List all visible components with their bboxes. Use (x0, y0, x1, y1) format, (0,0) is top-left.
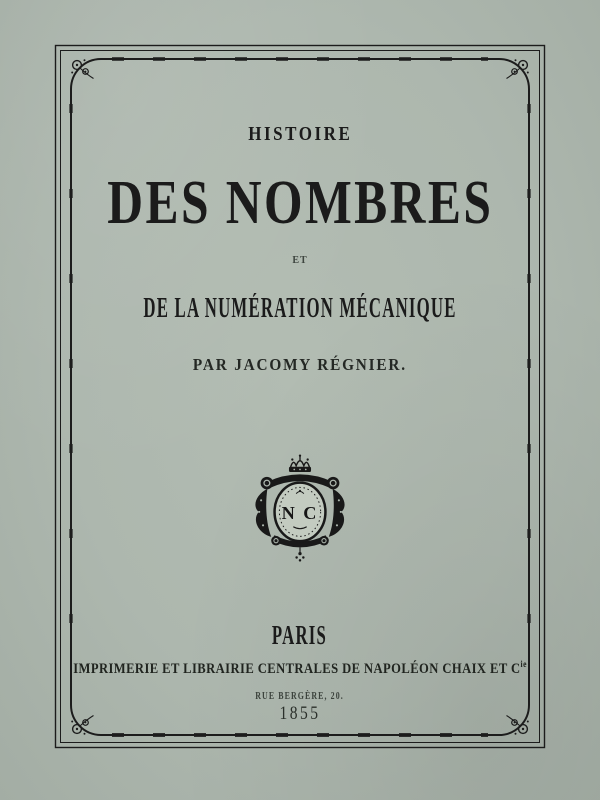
crown-icon (289, 454, 311, 472)
book-title-overline (0, 124, 600, 144)
address-text: RUE BERGÈRE, 20. (255, 690, 345, 702)
imprint-publisher (0, 660, 600, 677)
main-title-text: DES NOMBRES (106, 169, 494, 237)
imprint-year (0, 704, 600, 723)
imprint-city (0, 622, 600, 649)
monogram-letters: N C (281, 503, 319, 524)
title-connector (0, 256, 600, 266)
book-main-title (0, 169, 600, 237)
byline-text: PAR JACOMY RÉGNIER. (193, 355, 407, 374)
monogram-oval (275, 483, 326, 542)
connector-text: ET (292, 255, 308, 266)
year-text: 1855 (279, 703, 321, 724)
author-byline (0, 356, 600, 373)
publisher-main-text: IMPRIMERIE ET LIBRAIRIE CENTRALES DE NAPOLÉON CHAIX ET C (73, 661, 521, 677)
book-subtitle (0, 295, 600, 323)
publisher-superscript: ie (520, 659, 527, 669)
subtitle-text: DE LA NUMÉRATION MÉCANIQUE (143, 293, 457, 324)
city-text: PARIS (272, 620, 328, 650)
printer-monogram-emblem (252, 452, 348, 566)
publisher-text (73, 660, 527, 677)
imprint-address (0, 691, 600, 702)
overline-text: HISTOIRE (247, 123, 353, 145)
